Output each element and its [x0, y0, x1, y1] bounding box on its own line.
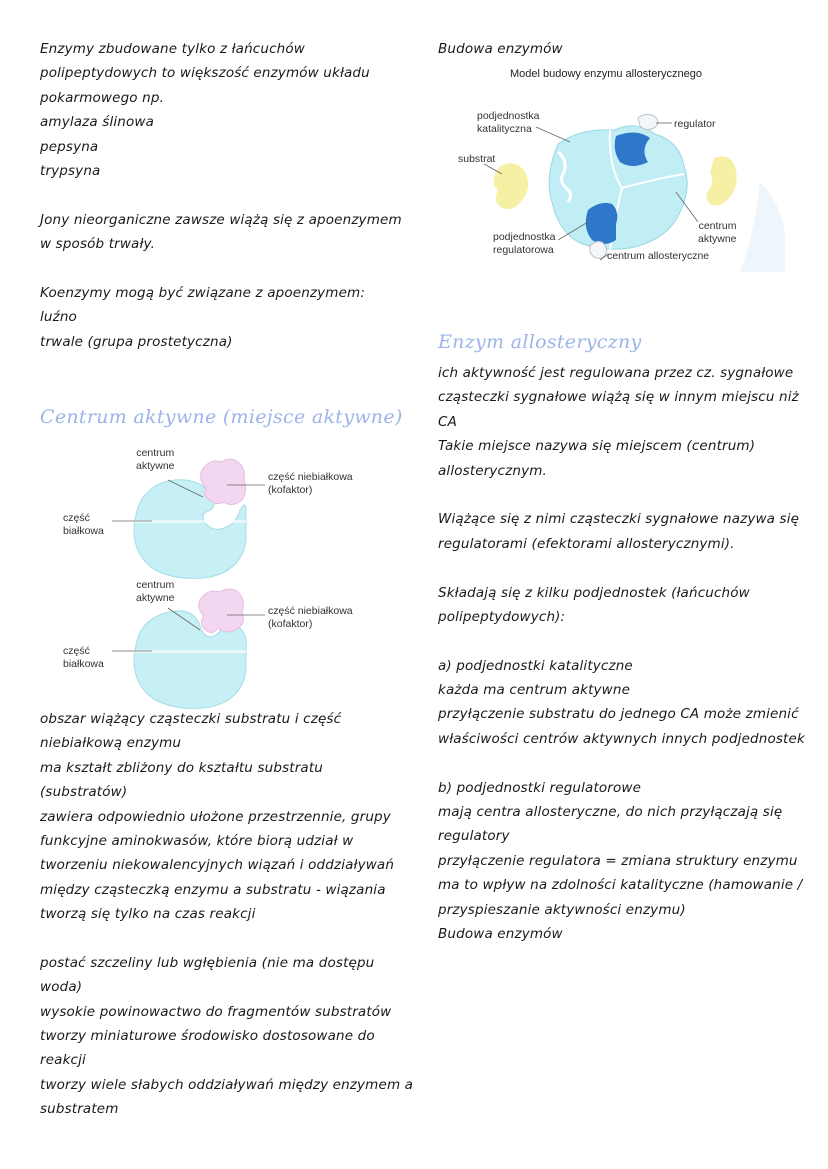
text-line: polipeptydowych):: [438, 608, 566, 625]
text-line: właściwości centrów aktywnych innych podjednostek: [438, 730, 805, 747]
enzymes-block: [40, 37, 410, 183]
protein-label-top: [63, 512, 104, 538]
text-line: trypsyna: [40, 162, 101, 179]
regulator-label: regulator: [674, 118, 716, 130]
text-line: między cząsteczką enzymu a substratu - wiązania: [40, 881, 386, 898]
enzyme-diagram-bottom: [0, 570, 400, 710]
text-line: tworzą się tylko na czas reakcji: [40, 906, 256, 923]
text-line: przyłączenie regulatora = zmiana struktury enzymu: [438, 852, 798, 869]
text-line: postać szczeliny lub wgłębienia (nie ma dostępu: [40, 954, 375, 971]
text-line: Enzymy zbudowane tylko z łańcuchów: [40, 41, 305, 57]
label-line: (kofaktor): [268, 484, 313, 496]
label-line: białkowa: [63, 658, 104, 670]
text-line: tworzy wiele słabych oddziaływań między enzymem a: [40, 1076, 414, 1093]
text-line: tworzeniu niekowalencyjnych wiązań i oddziaływań: [40, 857, 395, 874]
structure-heading: Budowa enzymów: [438, 41, 563, 57]
text-line: (substratów): [40, 784, 128, 801]
allosteric-heading: Enzym allosteryczny: [438, 331, 642, 353]
label-line: część niebiałkowa: [268, 471, 353, 483]
substrate-label: substrat: [458, 153, 496, 165]
label-line: część: [63, 512, 90, 524]
allosteric-center-label: centrum allosteryczne: [607, 250, 710, 262]
left-column: [40, 37, 410, 354]
text-line: substratem: [40, 1101, 119, 1118]
text-line: funkcyjne aminokwasów, które biorą udział w: [40, 832, 354, 849]
text-line: Jony nieorganiczne zawsze wiążą się z apoenzymem: [40, 211, 402, 228]
text-line: w sposób trwały.: [40, 236, 156, 253]
ions-block: [40, 208, 410, 257]
text-line: allosterycznym.: [438, 462, 547, 479]
text-line: reakcji: [40, 1052, 86, 1069]
text-line: ma to wpływ na zdolności katalityczne (hamowanie /: [438, 877, 803, 894]
text-line: zawiera odpowiednio ułożone przestrzennie, grupy: [40, 808, 391, 825]
text-line: Budowa enzymów: [438, 925, 563, 942]
text-line: polipeptydowych to większość enzymów układu: [40, 65, 370, 82]
center-label-top: [136, 447, 175, 473]
regulatory-subunit-label: [493, 231, 555, 257]
text-line: przyłączenie substratu do jednego CA może zmienić: [438, 706, 799, 723]
label-line: (kofaktor): [268, 618, 313, 630]
text-line: każda ma centrum aktywne: [438, 682, 631, 699]
text-line: mają centra allosteryczne, do nich przyłączają się: [438, 804, 783, 821]
label-line: regulatorowa: [493, 244, 554, 256]
protein-label-bottom: [63, 645, 104, 671]
label-line: centrum: [698, 220, 737, 232]
label-line: centrum: [136, 579, 175, 591]
label-line: centrum: [136, 447, 175, 459]
text-line: niebiałkową enzymu: [40, 735, 182, 752]
label-line: część niebiałkowa: [268, 605, 353, 617]
enzyme-diagram-top: [0, 440, 400, 580]
figure-title: Model budowy enzymu allosterycznego: [510, 68, 702, 80]
allosteric-figure: [440, 62, 790, 272]
text-line: luźno: [40, 309, 77, 326]
label-line: aktywne: [698, 233, 737, 245]
label-line: podjednostka: [477, 110, 540, 122]
label-line: część: [63, 645, 90, 657]
text-line: regulatory: [438, 828, 510, 845]
catalytic-subunit-label: [477, 110, 539, 136]
text-line: CA: [438, 413, 457, 430]
active-site-description: [40, 707, 414, 1122]
text-line: pepsyna: [40, 138, 99, 155]
text-line: wysokie powinowactwo do fragmentów substratów: [40, 1003, 392, 1020]
label-line: białkowa: [63, 525, 104, 537]
label-line: aktywne: [136, 592, 175, 604]
text-line: cząsteczki sygnałowe wiążą się w innym miejscu niż: [438, 389, 799, 406]
text-line: Takie miejsce nazywa się miejscem (centrum): [438, 438, 756, 455]
text-line: regulatorami (efektorami allosterycznymi).: [438, 535, 735, 552]
text-line: Wiążące się z nimi cząsteczki sygnałowe nazywa się: [438, 511, 800, 528]
text-line: a) podjednostki katalityczne: [438, 657, 633, 674]
text-line: przyspieszanie aktywności enzymu): [438, 901, 686, 918]
right-column-text: [438, 361, 818, 946]
text-line: trwale (grupa prostetyczna): [40, 333, 233, 350]
label-line: aktywne: [136, 460, 175, 472]
text-line: ma kształt zbliżony do kształtu substratu: [40, 759, 323, 776]
text-line: woda): [40, 979, 83, 996]
coenzymes-block: [40, 281, 410, 354]
text-line: obszar wiążący cząsteczki substratu i część: [40, 711, 342, 727]
text-line: pokarmowego np.: [40, 89, 165, 106]
nonprotein-label-bottom: [268, 605, 353, 631]
active-site-figure: [0, 440, 400, 705]
text-line: amylaza ślinowa: [40, 114, 155, 131]
text-line: ich aktywność jest regulowana przez cz. sygnałowe: [438, 365, 794, 381]
center-label-bottom: [136, 579, 175, 605]
active-center-label: [698, 220, 737, 246]
active-site-heading: Centrum aktywne (miejsce aktywne): [40, 406, 403, 428]
text-line: Składają się z kilku podjednostek (łańcuchów: [438, 584, 750, 601]
nonprotein-label-top: [268, 471, 353, 497]
text-line: Koenzymy mogą być związane z apoenzymem:: [40, 284, 366, 301]
text-line: b) podjednostki regulatorowe: [438, 779, 642, 796]
text-line: tworzy miniaturowe środowisko dostosowane do: [40, 1028, 375, 1045]
label-line: podjednostka: [493, 231, 556, 243]
label-line: katalityczna: [477, 123, 532, 135]
